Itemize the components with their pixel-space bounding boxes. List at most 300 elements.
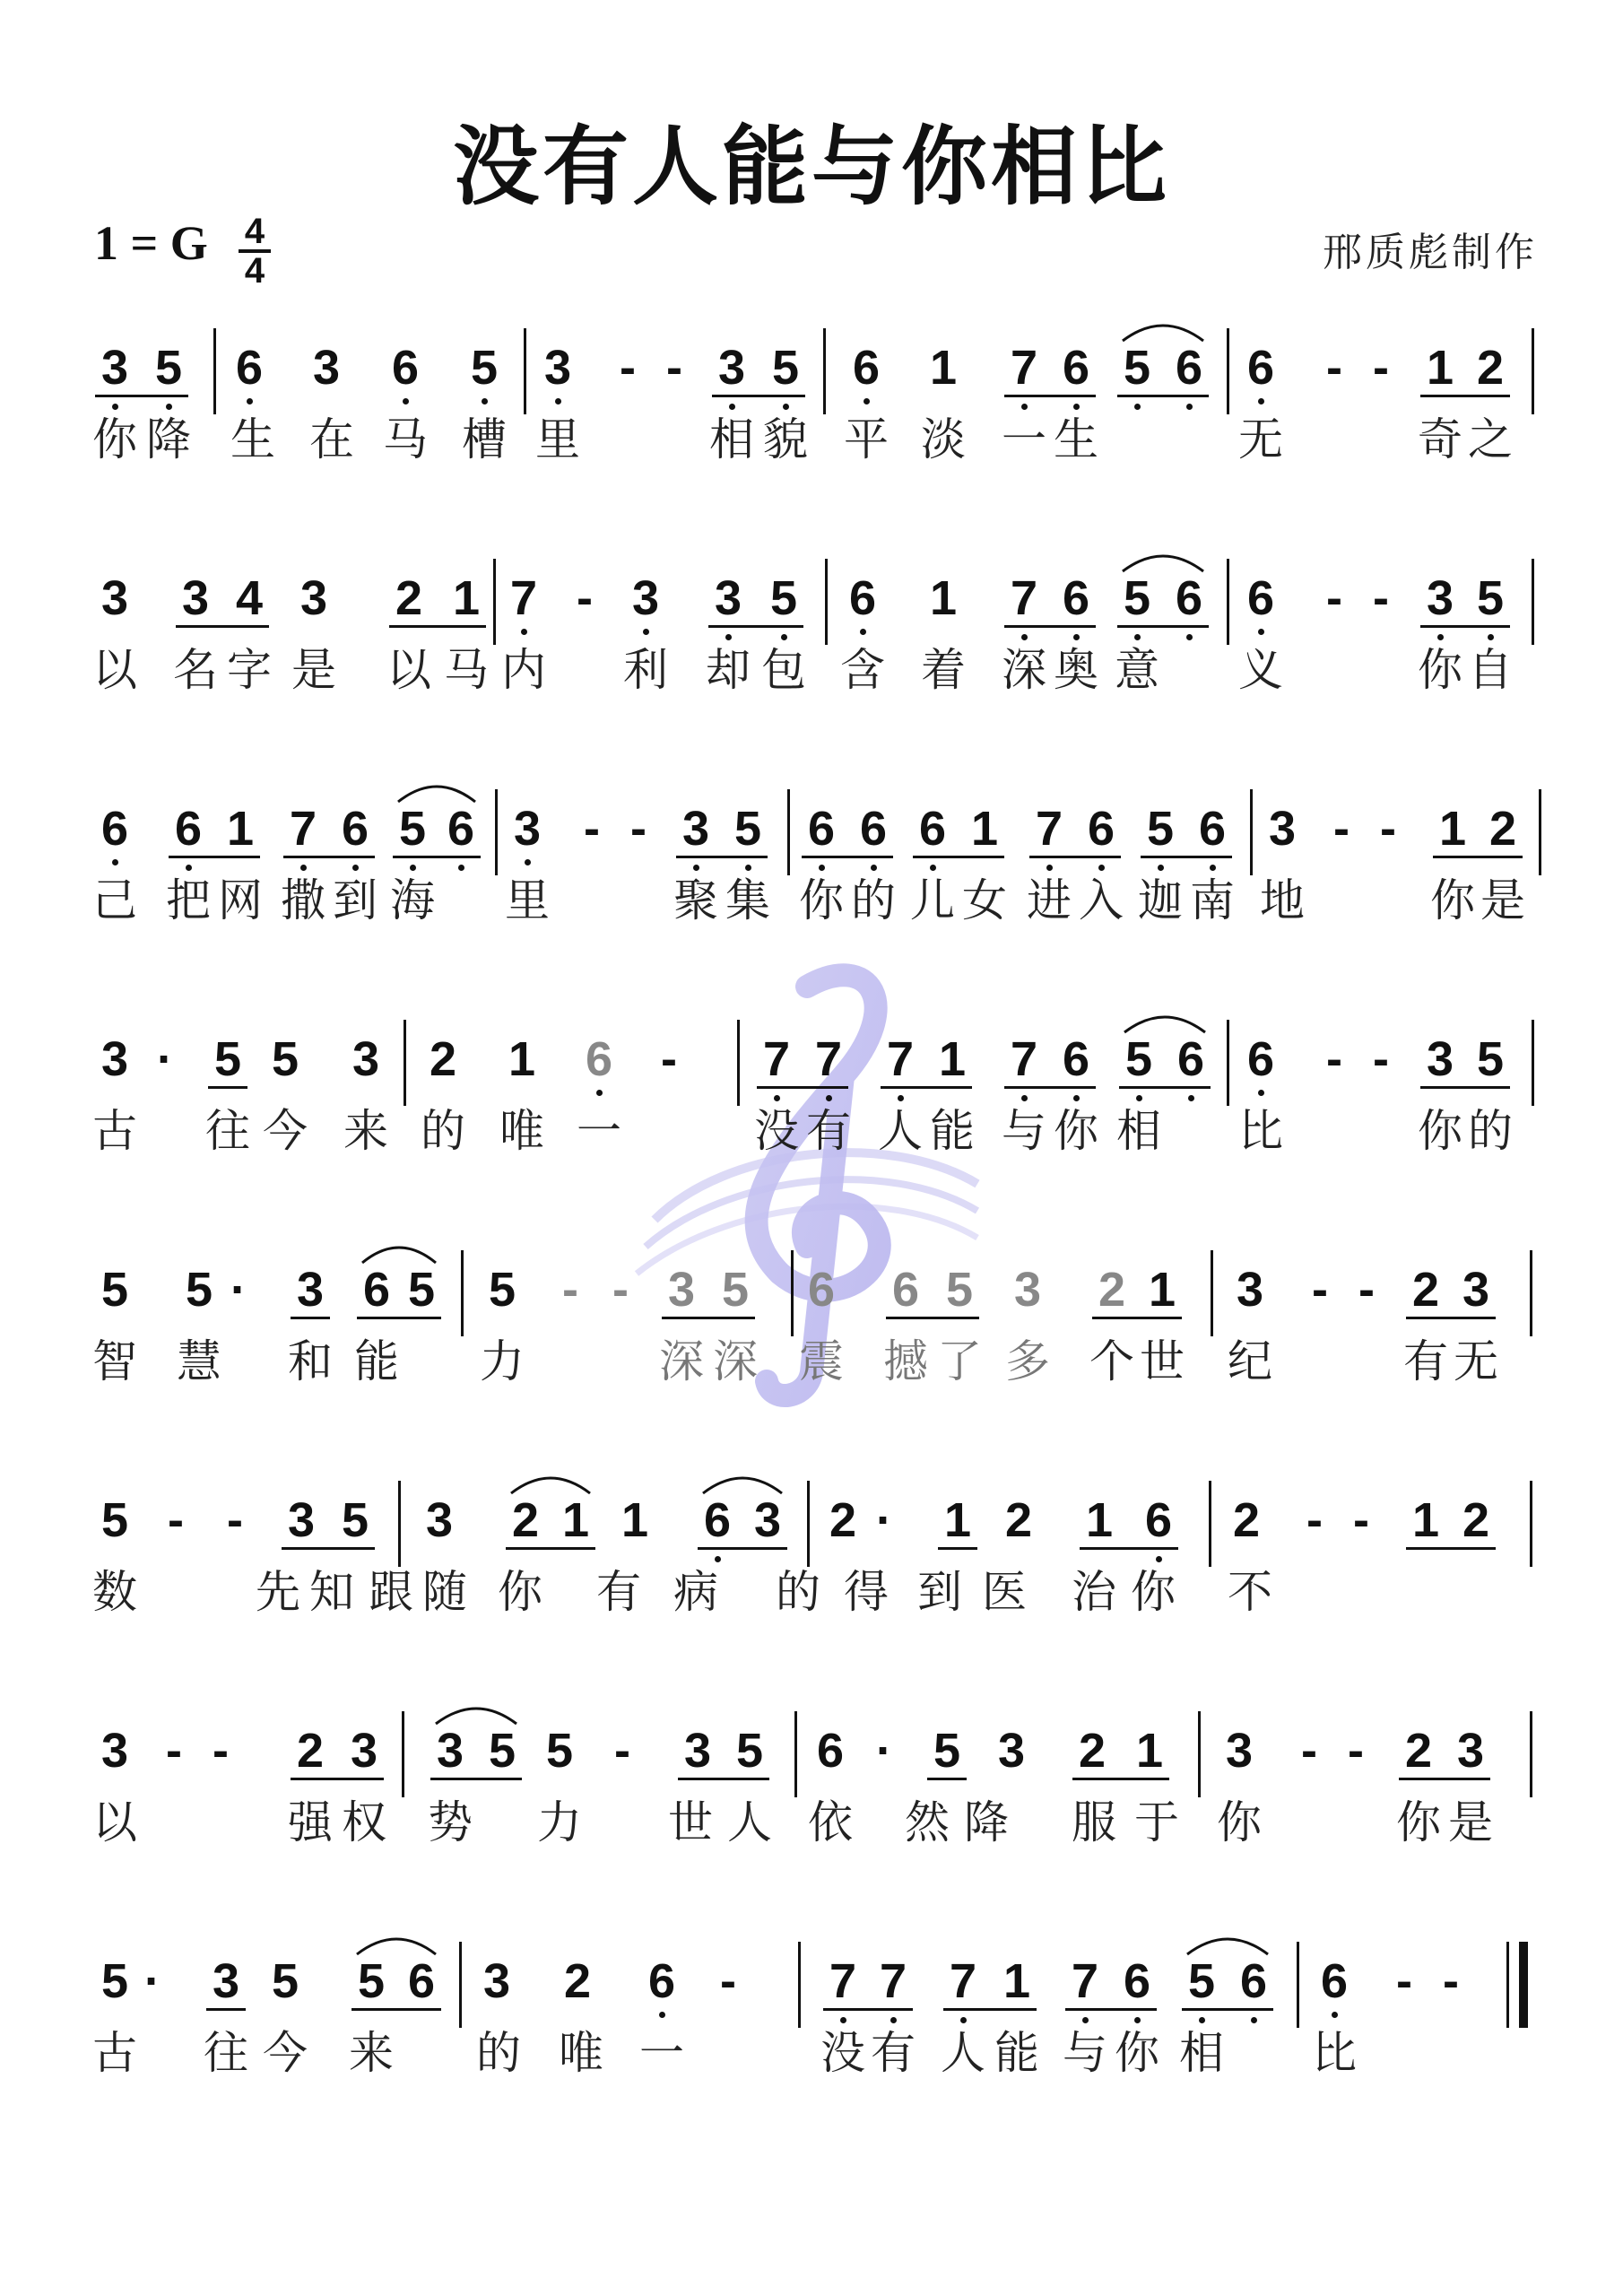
lower-octave-dot (715, 1556, 721, 1562)
lyric-char: 个 (1089, 1335, 1134, 1387)
note-6: 6 (362, 1263, 391, 1317)
lower-octave-dot (1488, 634, 1494, 640)
lower-octave-dot (860, 629, 866, 635)
lyric-char: 着 (921, 644, 966, 696)
note-3: 3 (1462, 1263, 1490, 1317)
lyric-char: 与 (1002, 1105, 1046, 1157)
lyric-char: 平 (844, 413, 889, 465)
lyric-char: 慧 (177, 1335, 221, 1387)
note-5: 5 (154, 341, 183, 395)
eighth-note-underline (291, 1317, 330, 1319)
bar-line (1227, 328, 1229, 414)
sustain-dash: - (1353, 1493, 1369, 1547)
lower-octave-dot (403, 398, 409, 404)
note-6: 6 (1062, 341, 1090, 395)
eighth-note-underline (1141, 856, 1232, 858)
lyric-char: 你 (1430, 874, 1475, 926)
lyric-char: 深 (1002, 644, 1046, 696)
sustain-dash: - (612, 1263, 629, 1317)
lyric-char: 先 (256, 1566, 300, 1618)
eighth-note-underline (206, 2008, 246, 2011)
eighth-note-underline (283, 856, 375, 858)
note-6: 6 (918, 802, 947, 856)
sustain-dash: - (1373, 1032, 1389, 1086)
lower-octave-dot (725, 634, 732, 640)
lyric-char: 没 (820, 2027, 865, 2079)
eighth-note-underline (1406, 1317, 1496, 1319)
lyric-char: 与 (1063, 2027, 1107, 2079)
eighth-note-underline (1433, 856, 1523, 858)
note-2: 2 (1404, 1724, 1433, 1778)
lyric-char: 有 (596, 1566, 641, 1618)
lyric-char: 己 (92, 874, 137, 926)
lyric-char: 撒 (281, 874, 325, 926)
note-6: 6 (341, 802, 369, 856)
note-6: 6 (1198, 802, 1227, 856)
note-3: 3 (287, 1493, 316, 1547)
lower-octave-dot (186, 865, 192, 871)
lyric-char: 相 (1179, 2027, 1224, 2079)
note-3: 3 (299, 571, 328, 625)
dot-augmentation: · (230, 1263, 247, 1317)
bar-line (524, 328, 526, 414)
lower-octave-dot (1437, 634, 1444, 640)
lower-octave-dot (1136, 1095, 1142, 1101)
lyric-char: 利 (623, 644, 668, 696)
note-7: 7 (1010, 1032, 1038, 1086)
lyric-char: 一 (577, 1105, 621, 1157)
lyric-char: 的 (1468, 1105, 1513, 1157)
lyric-char: 强 (288, 1796, 333, 1848)
note-3: 3 (513, 802, 542, 856)
final-bar-line-thin (1506, 1942, 1509, 2028)
lower-octave-dot (1098, 865, 1105, 871)
note-5: 5 (1146, 802, 1175, 856)
bar-line (1530, 1250, 1532, 1336)
eighth-note-underline (678, 1778, 769, 1780)
note-5: 5 (398, 802, 427, 856)
lower-octave-dot (521, 629, 527, 635)
lyric-char: 把 (166, 874, 211, 926)
note-3: 3 (1236, 1263, 1264, 1317)
lyric-char: 在 (309, 413, 354, 465)
sustain-dash: - (1396, 1954, 1412, 2008)
bar-line (798, 1942, 801, 2028)
note-7: 7 (762, 1032, 791, 1086)
note-3: 3 (1268, 802, 1297, 856)
sustain-dash: - (1301, 1724, 1317, 1778)
note-5: 5 (1476, 571, 1505, 625)
lyric-char: 以 (386, 644, 431, 696)
score-line-8 (0, 1918, 1623, 2125)
lyric-char: 集 (725, 874, 770, 926)
dot-augmentation: · (157, 1032, 173, 1086)
bar-line (794, 1711, 797, 1797)
note-2: 2 (429, 1032, 457, 1086)
lower-octave-dot (693, 865, 699, 871)
note-3: 3 (681, 802, 710, 856)
note-5: 5 (213, 1032, 242, 1086)
lyric-char: 今 (263, 2027, 308, 2079)
dot-augmentation: · (144, 1954, 161, 2008)
note-6: 6 (1246, 571, 1275, 625)
lower-octave-dot (871, 865, 877, 871)
eighth-note-underline (389, 625, 486, 628)
note-3: 3 (683, 1724, 712, 1778)
eighth-note-underline (886, 1317, 979, 1319)
lyric-char: 的 (776, 1566, 820, 1618)
note-2: 2 (1098, 1263, 1126, 1317)
note-7: 7 (949, 1954, 977, 2008)
lyric-char: 马 (383, 413, 428, 465)
score-line-2 (0, 535, 1623, 742)
note-7: 7 (1010, 341, 1038, 395)
lyric-char: 的 (421, 1105, 465, 1157)
lyric-char: 相 (709, 413, 754, 465)
bar-line (495, 789, 498, 875)
eighth-note-underline (757, 1086, 848, 1089)
lower-octave-dot (247, 398, 253, 404)
eighth-note-underline (208, 1086, 247, 1089)
eighth-note-underline (1420, 1086, 1510, 1089)
eighth-note-underline (1080, 1547, 1178, 1550)
lyric-char: 往 (205, 1105, 250, 1157)
time-signature-top: 4 (244, 212, 265, 251)
sustain-dash: - (168, 1493, 184, 1547)
note-7: 7 (1071, 1954, 1099, 2008)
lyric-char: 降 (964, 1796, 1009, 1848)
note-2: 2 (1004, 1493, 1033, 1547)
lower-octave-dot (1073, 1095, 1080, 1101)
note-1: 1 (929, 341, 958, 395)
lyric-char: 你 (1054, 1105, 1098, 1157)
eighth-note-underline (393, 856, 481, 858)
lyric-char: 海 (390, 874, 435, 926)
note-3: 3 (350, 1724, 378, 1778)
lyric-char: 知 (309, 1566, 354, 1618)
lyric-char: 以 (92, 1796, 137, 1848)
score-line-5 (0, 1227, 1623, 1433)
sustain-dash: - (584, 802, 600, 856)
lyric-char: 撼 (883, 1335, 928, 1387)
eighth-note-underline (1182, 2008, 1273, 2011)
slur-arc (1119, 548, 1207, 575)
score-line-6 (0, 1457, 1623, 1664)
time-signature (235, 213, 274, 289)
lyric-char: 人 (727, 1796, 772, 1848)
note-3: 3 (482, 1954, 511, 2008)
bar-line (1250, 789, 1253, 875)
note-1: 1 (1411, 1493, 1440, 1547)
note-6: 6 (585, 1032, 613, 1086)
note-1: 1 (1002, 1954, 1031, 2008)
lyric-char: 的 (851, 874, 896, 926)
slur-arc (1121, 1009, 1209, 1036)
sustain-dash: - (630, 802, 647, 856)
eighth-note-underline (1420, 395, 1510, 397)
note-3: 3 (100, 1724, 129, 1778)
bar-line (825, 559, 828, 645)
lyric-char: 跟 (369, 1566, 413, 1618)
lyric-char: 内 (501, 644, 546, 696)
note-1: 1 (452, 571, 481, 625)
lyric-char: 世 (1140, 1335, 1185, 1387)
bar-line (1211, 1250, 1213, 1336)
lyric-char: 人 (878, 1105, 923, 1157)
credit-text: 邢质彪制作 (1323, 230, 1538, 275)
note-5: 5 (470, 341, 499, 395)
lyric-char: 入 (1079, 874, 1124, 926)
eighth-note-underline (282, 1547, 375, 1550)
lyric-char: 力 (480, 1335, 525, 1387)
lyric-char: 里 (535, 413, 580, 465)
sustain-dash: - (1312, 1263, 1328, 1317)
sustain-dash: - (1306, 1493, 1323, 1547)
lyric-char: 含 (840, 644, 885, 696)
eighth-note-underline (352, 2008, 441, 2011)
lower-octave-dot (781, 634, 787, 640)
lyric-char: 自 (1468, 644, 1513, 696)
note-3: 3 (100, 571, 129, 625)
lower-octave-dot (745, 865, 751, 871)
note-5: 5 (1476, 1032, 1505, 1086)
bar-line (461, 1250, 464, 1336)
lyric-char: 你 (1131, 1566, 1176, 1618)
sustain-dash: - (1380, 802, 1396, 856)
note-6: 6 (1320, 1954, 1349, 2008)
lyric-char: 服 (1072, 1796, 1116, 1848)
note-5: 5 (488, 1263, 516, 1317)
key-signature: 1 = G (94, 216, 208, 270)
lower-octave-dot (1186, 634, 1193, 640)
lyric-char: 却 (706, 644, 751, 696)
lower-octave-dot (410, 865, 416, 871)
lyric-char: 治 (1072, 1566, 1116, 1618)
note-6: 6 (891, 1263, 920, 1317)
eighth-note-underline (943, 2008, 1037, 2011)
note-3: 3 (1225, 1724, 1254, 1778)
lyric-char: 地 (1260, 874, 1305, 926)
lower-octave-dot (826, 1095, 832, 1101)
lower-octave-dot (1134, 2017, 1141, 2023)
eighth-note-underline (1072, 1778, 1169, 1780)
note-6: 6 (816, 1724, 845, 1778)
note-2: 2 (829, 1493, 857, 1547)
lower-octave-dot (898, 1095, 904, 1101)
lyric-char: 奥 (1054, 644, 1098, 696)
lyric-char: 了 (937, 1335, 982, 1387)
lyric-char: 然 (905, 1796, 950, 1848)
note-6: 6 (1175, 341, 1203, 395)
bar-line (213, 328, 216, 414)
lyric-char: 震 (799, 1335, 844, 1387)
lower-octave-dot (1021, 1095, 1028, 1101)
dot-augmentation: · (876, 1724, 892, 1778)
bar-line (404, 1020, 406, 1106)
lyric-char: 儿 (910, 874, 955, 926)
score-line-1 (0, 305, 1623, 511)
lower-octave-dot (1134, 404, 1141, 410)
bar-line (787, 789, 790, 875)
bar-line (1530, 1481, 1532, 1567)
note-1: 1 (621, 1493, 649, 1547)
final-bar-line-thick (1519, 1942, 1528, 2028)
lyric-char: 南 (1190, 874, 1235, 926)
note-3: 3 (352, 1032, 380, 1086)
sustain-dash: - (720, 1954, 736, 2008)
lyric-char: 能 (354, 1335, 399, 1387)
note-6: 6 (235, 341, 264, 395)
note-5: 5 (100, 1493, 129, 1547)
lyric-char: 奇 (1418, 413, 1462, 465)
eighth-note-underline (938, 1547, 977, 1550)
lyric-char: 病 (673, 1566, 718, 1618)
note-6: 6 (1246, 341, 1275, 395)
lyric-char: 你 (1418, 1105, 1462, 1157)
note-2: 2 (1476, 341, 1505, 395)
note-2: 2 (1232, 1493, 1261, 1547)
lyric-char: 你 (92, 413, 137, 465)
note-5: 5 (733, 802, 762, 856)
note-3: 3 (997, 1724, 1026, 1778)
eighth-note-underline (1119, 1086, 1211, 1089)
note-1: 1 (1085, 1493, 1114, 1547)
lyric-char: 无 (1238, 413, 1283, 465)
lower-octave-dot (1332, 2012, 1338, 2018)
time-signature-bottom: 4 (244, 251, 265, 291)
note-3: 3 (717, 341, 746, 395)
lower-octave-dot (643, 629, 649, 635)
bar-line (1209, 1481, 1211, 1567)
bar-line (807, 1481, 810, 1567)
note-7: 7 (1010, 571, 1038, 625)
lyric-char: 你 (498, 1566, 542, 1618)
lyric-char: 得 (844, 1566, 889, 1618)
slur-arc (1119, 317, 1207, 344)
lyric-char: 深 (659, 1335, 704, 1387)
eighth-note-underline (430, 1778, 522, 1780)
note-1: 1 (943, 1493, 972, 1547)
eighth-note-underline (506, 1547, 595, 1550)
bar-line (1227, 559, 1229, 645)
note-3: 3 (667, 1263, 696, 1317)
lyric-char: 聚 (673, 874, 718, 926)
note-6: 6 (859, 802, 888, 856)
note-1: 1 (1426, 341, 1454, 395)
lower-octave-dot (1046, 865, 1053, 871)
sustain-dash: - (562, 1263, 578, 1317)
eighth-note-underline (1420, 625, 1510, 628)
lower-octave-dot (300, 865, 307, 871)
note-2: 2 (563, 1954, 592, 2008)
eighth-note-underline (1004, 395, 1096, 397)
note-3: 3 (714, 571, 742, 625)
score-line-3 (0, 766, 1623, 972)
lower-octave-dot (783, 404, 789, 410)
lower-octave-dot (458, 865, 464, 871)
lyric-char: 一 (639, 2027, 684, 2079)
note-3: 3 (181, 571, 210, 625)
lyric-char: 来 (343, 1105, 388, 1157)
score-line-7 (0, 1688, 1623, 1894)
lyric-char: 有 (871, 2027, 916, 2079)
sustain-dash: - (1373, 571, 1389, 625)
note-3: 3 (753, 1493, 782, 1547)
bar-line (1532, 1020, 1534, 1106)
lyric-char: 之 (1468, 413, 1513, 465)
note-2: 2 (296, 1724, 325, 1778)
note-3: 3 (1426, 1032, 1454, 1086)
note-2: 2 (1488, 802, 1517, 856)
lyric-char: 纪 (1228, 1335, 1272, 1387)
note-6: 6 (1246, 1032, 1275, 1086)
lyric-char: 没 (754, 1105, 799, 1157)
note-3: 3 (100, 341, 129, 395)
eighth-note-underline (291, 1778, 384, 1780)
lyric-char: 你 (1217, 1796, 1262, 1848)
slur-arc (699, 1470, 785, 1497)
lower-octave-dot (864, 398, 870, 404)
lower-octave-dot (1073, 634, 1080, 640)
eighth-note-underline (823, 2008, 913, 2011)
lyric-char: 降 (146, 413, 191, 465)
note-3: 3 (296, 1263, 325, 1317)
note-1: 1 (508, 1032, 536, 1086)
note-6: 6 (1144, 1493, 1173, 1547)
note-2: 2 (395, 571, 423, 625)
lyric-char: 是 (1448, 1796, 1493, 1848)
lyric-char: 有 (1403, 1335, 1448, 1387)
note-2: 2 (511, 1493, 540, 1547)
lower-octave-dot (1258, 398, 1264, 404)
lower-octave-dot (1251, 2017, 1257, 2023)
eighth-note-underline (1117, 395, 1209, 397)
note-1: 1 (1438, 802, 1467, 856)
eighth-note-underline (698, 1547, 787, 1550)
lower-octave-dot (166, 404, 172, 410)
lower-octave-dot (352, 865, 359, 871)
note-5: 5 (735, 1724, 764, 1778)
lyric-char: 生 (230, 413, 275, 465)
note-6: 6 (852, 341, 881, 395)
sustain-dash: - (1333, 802, 1350, 856)
note-5: 5 (100, 1263, 129, 1317)
note-2: 2 (1462, 1493, 1490, 1547)
eighth-note-underline (662, 1317, 755, 1319)
lower-octave-dot (774, 1095, 780, 1101)
lyric-char: 以 (92, 644, 137, 696)
lyric-char: 你 (799, 874, 844, 926)
lyric-char: 唯 (559, 2027, 603, 2079)
lyric-char: 古 (92, 2027, 137, 2079)
note-5: 5 (771, 341, 800, 395)
lyric-char: 世 (668, 1796, 713, 1848)
note-3: 3 (1426, 571, 1454, 625)
note-6: 6 (174, 802, 203, 856)
lyric-char: 多 (1005, 1335, 1050, 1387)
lyric-char: 往 (204, 2027, 248, 2079)
slur-arc (508, 1470, 594, 1497)
sustain-dash: - (1326, 341, 1342, 395)
note-3: 3 (100, 1032, 129, 1086)
eighth-note-underline (1029, 856, 1121, 858)
note-6: 6 (807, 802, 836, 856)
note-3: 3 (543, 341, 572, 395)
sustain-dash: - (1443, 1954, 1459, 2008)
score-line-4 (0, 996, 1623, 1203)
eighth-note-underline (913, 856, 1004, 858)
note-6: 6 (100, 802, 129, 856)
